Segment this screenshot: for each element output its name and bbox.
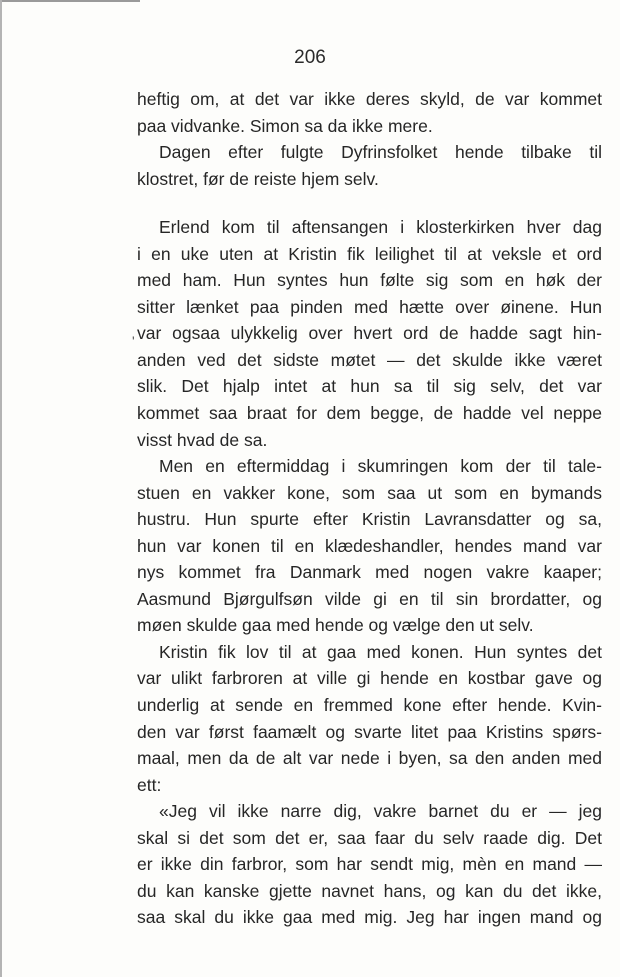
text-line: er ikke din farbror, som har sendt mig, mèn en mand —	[137, 854, 602, 875]
scan-edge-top	[0, 0, 140, 2]
text-line: hun var konen til en klædeshandler, hendes mand var	[137, 535, 602, 556]
text-line: nys kommet fra Danmark med nogen vakre kaaper;	[137, 562, 602, 583]
text-line: klostret, før de reiste hjem selv.	[137, 168, 379, 189]
body-text	[137, 86, 602, 931]
text-line: saa skal du ikke gaa med mig. Jeg har ingen mand og	[137, 907, 602, 928]
text-line: visst hvad de sa.	[137, 429, 268, 450]
text-line: i en uke uten at Kristin fik leilighet til at veksle et ord	[137, 243, 602, 264]
text-line: underlig at sende en fremmed kone efter hende. Kvin-	[137, 695, 602, 716]
text-line: stuen en vakker kone, som saa ut som en bymands	[137, 482, 602, 503]
text-line: Kristin fik lov til at gaa med konen. Hun syntes det	[159, 641, 602, 662]
print-speck: '	[132, 333, 135, 349]
text-line: Aasmund Bjørgulfsøn vilde gi en til sin brordatter, og	[137, 588, 602, 609]
text-line: kommet saa braat for dem begge, de hadde vel neppe	[137, 403, 602, 424]
page-number: 206	[294, 47, 326, 68]
text-line: Dagen efter fulgte Dyfrinsfolket hende tilbake til	[159, 142, 602, 163]
text-line: var ulikt farbroren at ville gi hende en kostbar gave og	[137, 668, 602, 689]
text-line: var ogsaa ulykkelig over hvert ord de hadde sagt hin-	[137, 323, 602, 344]
text-line: møen skulde gaa med hende og vælge den ut selv.	[137, 615, 534, 636]
text-line: den var først faamælt og svarte litet paa Kristins spørs-	[137, 721, 602, 742]
text-line: heftig om, at det var ikke deres skyld, de var kommet	[137, 89, 602, 109]
text-line: Men en eftermiddag i skumringen kom der til tale-	[159, 456, 602, 477]
text-line: maal, men da de alt var nede i byen, sa den anden med	[137, 748, 602, 769]
scan-edge-left	[0, 0, 2, 977]
text-line: skal si det som det er, saa faar du selv raade dig. Det	[137, 827, 602, 848]
text-line: «Jeg vil ikke narre dig, vakre barnet du er — jeg	[159, 801, 602, 822]
text-line: sitter lænket paa pinden med hætte over øinene. Hun	[137, 296, 602, 317]
text-line: paa vidvanke. Simon sa da ikke mere.	[137, 115, 433, 136]
text-line: Erlend kom til aftensangen i klosterkirken hver dag	[159, 217, 602, 238]
text-line: slik. Det hjalp intet at hun sa til sig selv, det var	[137, 376, 602, 397]
text-line: ett:	[137, 774, 162, 795]
text-line: hustru. Hun spurte efter Kristin Lavransdatter og sa,	[137, 509, 602, 530]
text-line: med ham. Hun syntes hun følte sig som en høk der	[137, 270, 602, 291]
text-line: anden ved det sidste møtet — det skulde ikke været	[137, 349, 602, 370]
section-break	[137, 192, 602, 214]
text-line: du kan kanske gjette navnet hans, og kan du det ikke,	[137, 880, 602, 901]
